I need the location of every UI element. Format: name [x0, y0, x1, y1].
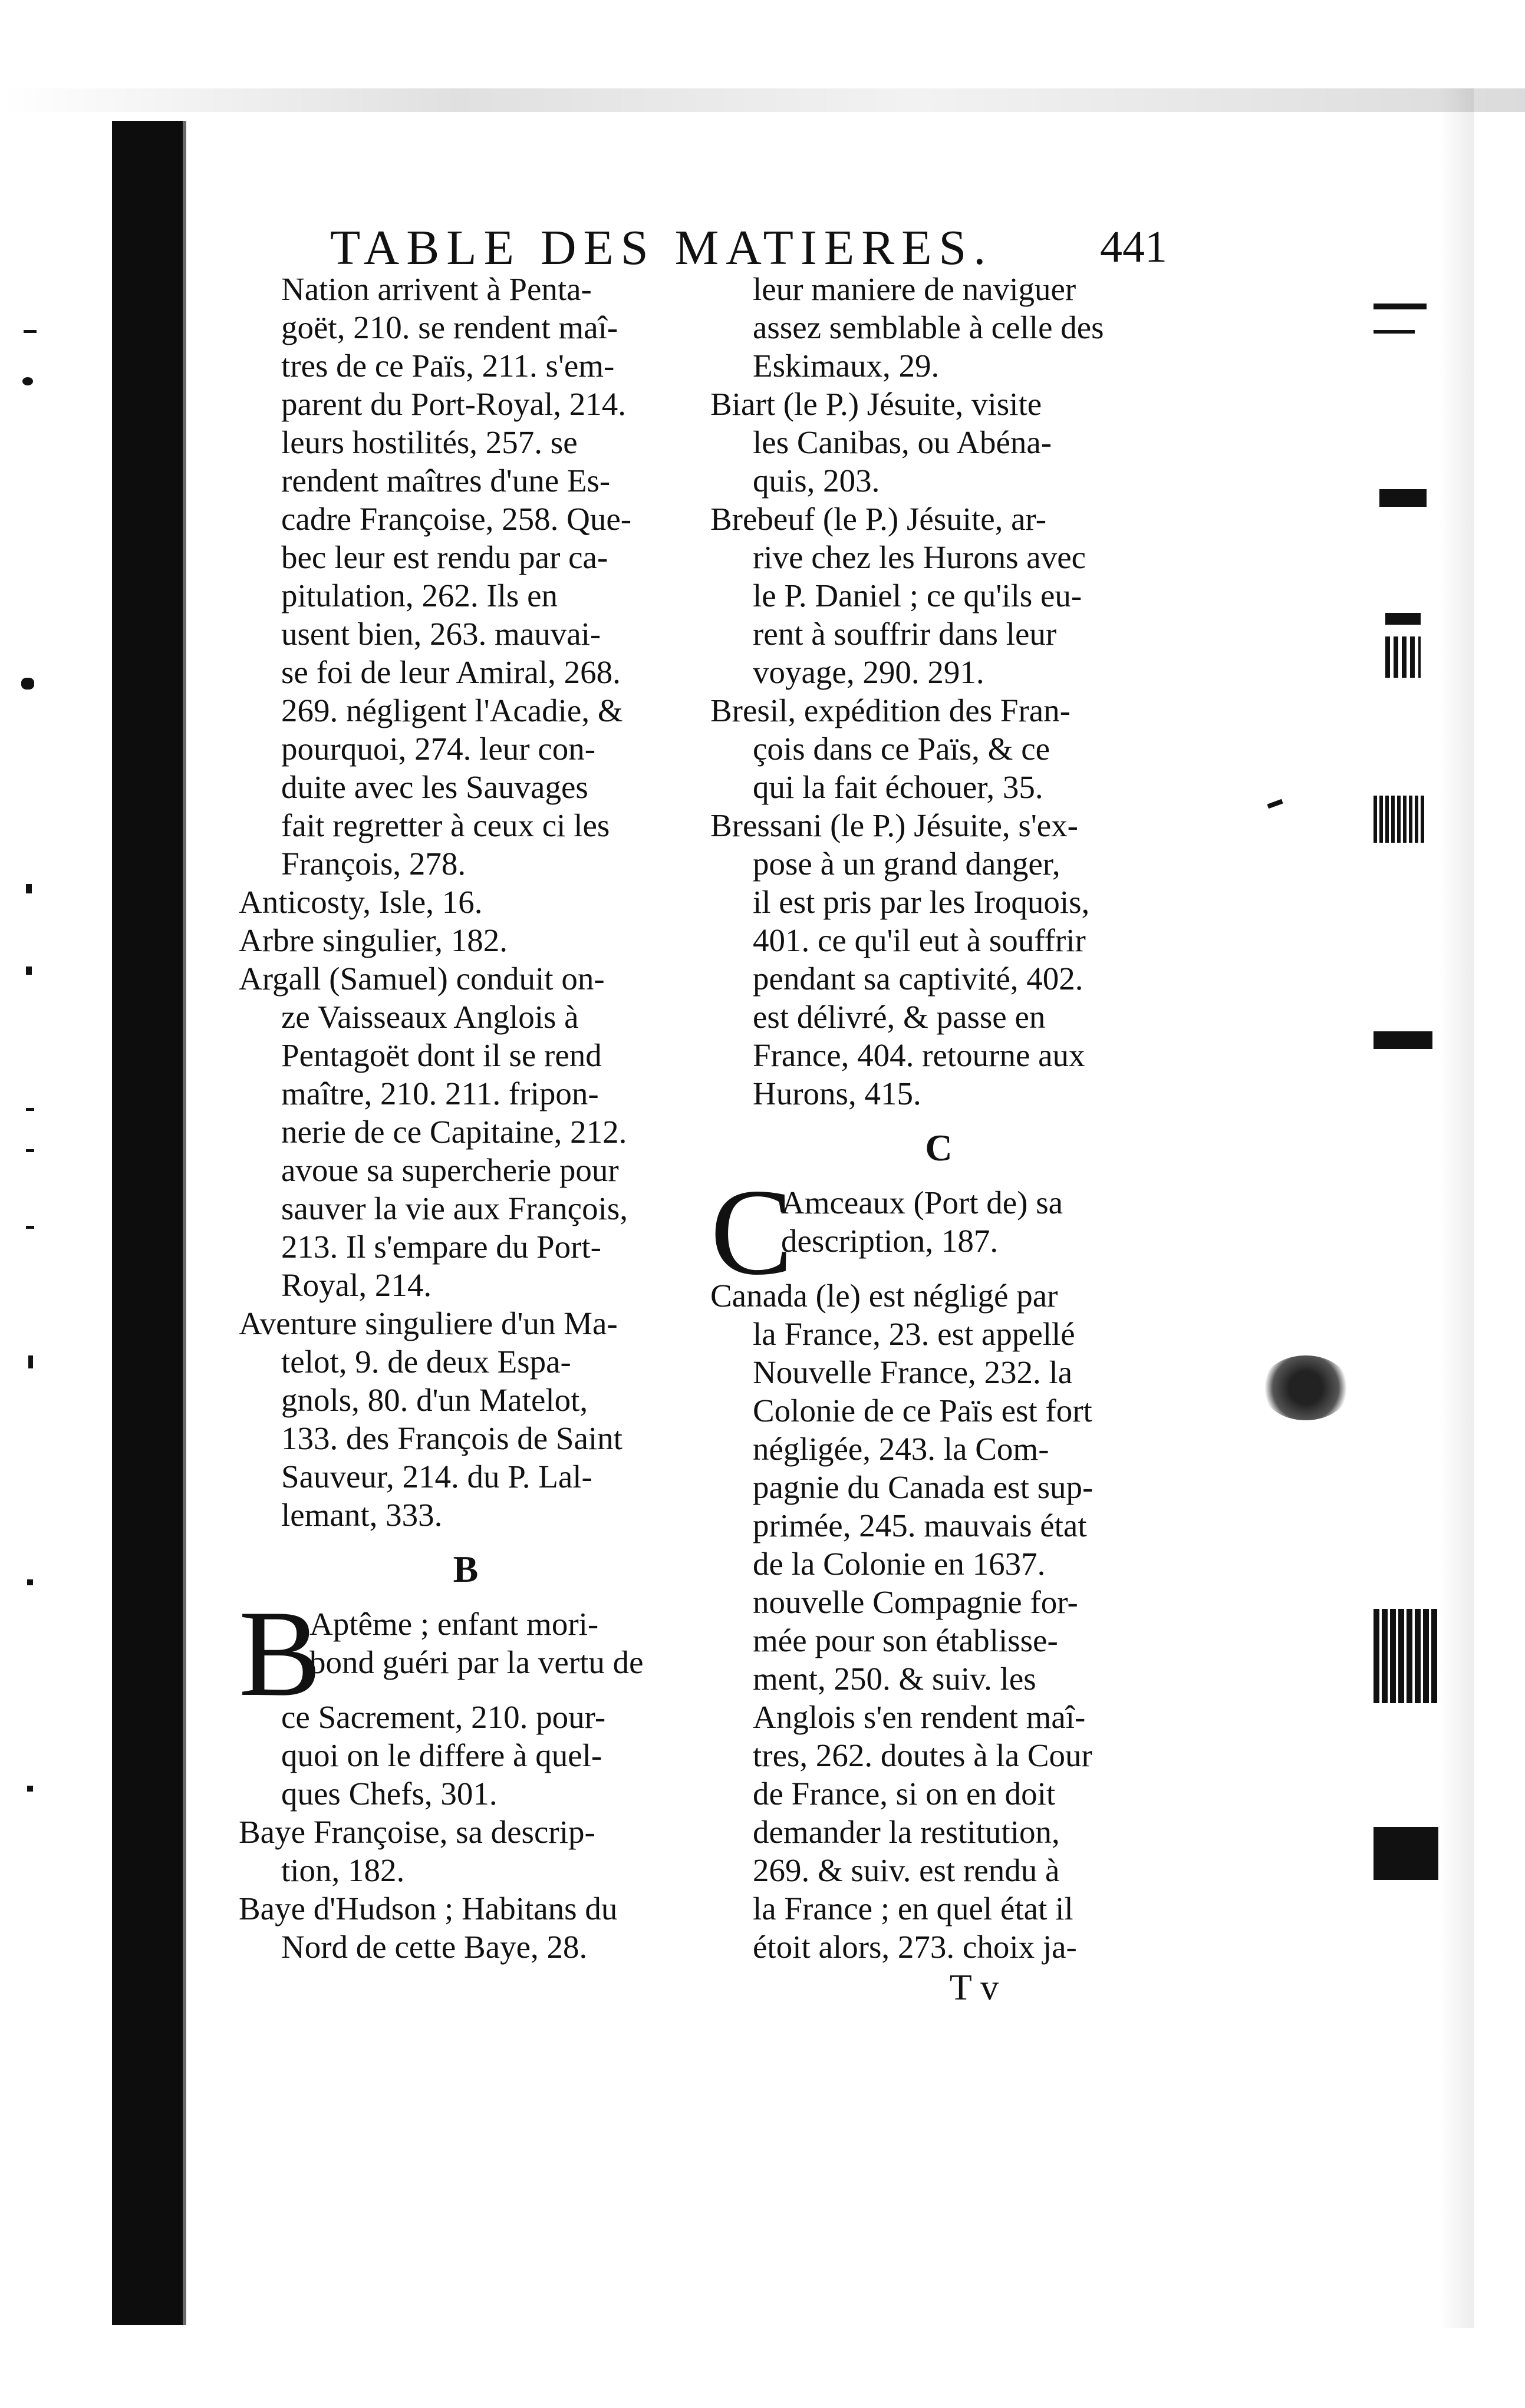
index-line: Anglois s'en rendent maî- [753, 1699, 1086, 1735]
index-line: nerie de ce Capitaine, 212. [281, 1114, 627, 1150]
index-line: Baye Françoise, sa descrip- [239, 1814, 595, 1850]
index-line: sauver la vie aux François, [281, 1190, 628, 1226]
index-line: les Canibas, ou Abéna- [753, 424, 1052, 460]
index-line: Eskimaux, 29. [753, 348, 940, 384]
index-line: voyage, 290. 291. [753, 654, 984, 690]
index-line: parent du Port-Royal, 214. [281, 386, 627, 422]
ink-blot [1261, 1355, 1350, 1420]
index-line: Brebeuf (le P.) Jésuite, ar- [710, 501, 1047, 537]
dropcap-block-b [239, 1605, 693, 1698]
index-line: leurs hostilités, 257. se [281, 424, 578, 460]
index-line: bond guéri par la vertu de [309, 1644, 644, 1680]
index-line: cadre Françoise, 258. Que- [281, 501, 632, 537]
page-right-edge [1438, 88, 1474, 2328]
index-line: 213. Il s'empare du Port- [281, 1229, 601, 1265]
index-line: ques Chefs, 301. [281, 1776, 498, 1812]
index-line: Nord de cette Baye, 28. [281, 1929, 588, 1965]
index-line: Colonie de ce Païs est fort [753, 1393, 1092, 1429]
index-line: Bresil, expédition des Fran- [710, 692, 1071, 728]
dropcap-b: B [239, 1605, 322, 1698]
page-number: 441 [1100, 222, 1167, 272]
index-entries-a [239, 270, 693, 1534]
index-line: France, 404. retourne aux [753, 1037, 1085, 1073]
index-line: leur maniere de naviguer [753, 271, 1076, 307]
index-line: pendant sa captivité, 402. [753, 961, 1083, 997]
section-heading-c: C [925, 1127, 953, 1169]
index-line: de la Colonie en 1637. [753, 1546, 1046, 1582]
index-line: usent bien, 263. mauvai- [281, 616, 601, 652]
index-line: avoue sa supercherie pour [281, 1152, 619, 1188]
index-line: la France, 23. est appellé [753, 1316, 1075, 1352]
page-top-shadow [0, 88, 1525, 112]
index-line: se foi de leur Amiral, 268. [281, 654, 621, 690]
index-line: rive chez les Hurons avec [753, 539, 1086, 575]
index-line: 401. ce qu'il eut à souffrir [753, 922, 1086, 958]
index-line: de France, si on en doit [753, 1776, 1056, 1812]
index-line: Nation arrivent à Penta- [281, 271, 592, 307]
index-line: Bressani (le P.) Jésuite, s'ex- [710, 807, 1078, 843]
index-line: il est pris par les Iroquois, [753, 884, 1090, 920]
index-line: pitulation, 262. Ils en [281, 578, 558, 613]
index-line: Baye d'Hudson ; Habitans du [239, 1891, 618, 1927]
index-line: quoi on le differe à quel- [281, 1737, 602, 1773]
index-line: bec leur est rendu par ca- [281, 539, 608, 575]
left-column [239, 270, 693, 1966]
index-line: la France ; en quel état il [753, 1891, 1073, 1927]
index-line: Biart (le P.) Jésuite, visite [710, 386, 1042, 422]
index-line: pourquoi, 274. leur con- [281, 731, 596, 767]
index-line: mée pour son établisse- [753, 1622, 1058, 1658]
index-line: Sauveur, 214. du P. Lal- [281, 1459, 592, 1495]
index-line: fait regretter à ceux ci les [281, 807, 610, 843]
index-line: demander la restitution, [753, 1814, 1060, 1850]
index-line: François, 278. [281, 846, 466, 882]
index-line: pagnie du Canada est sup- [753, 1469, 1093, 1505]
index-line: Argall (Samuel) conduit on- [239, 961, 605, 997]
index-line: rendent maîtres d'une Es- [281, 463, 611, 499]
index-line: ce Sacrement, 210. pour- [281, 1699, 606, 1735]
index-line: assez semblable à celle des [753, 309, 1104, 345]
index-line: tres de ce Païs, 211. s'em- [281, 348, 615, 384]
index-line: qui la fait échouer, 35. [753, 769, 1043, 805]
index-line: Aptême ; enfant mori- [309, 1606, 599, 1642]
index-line: étoit alors, 273. choix ja- [753, 1929, 1077, 1965]
index-entries-b [239, 1698, 693, 1966]
index-line: Royal, 214. [281, 1267, 432, 1303]
section-heading-b: B [453, 1548, 479, 1590]
index-line: telot, 9. de deux Espa- [281, 1344, 571, 1380]
dropcap-block-c [710, 1183, 1167, 1276]
index-line: 269. négligent l'Acadie, & [281, 692, 623, 728]
index-line: çois dans ce Païs, & ce [753, 731, 1050, 767]
index-line: est délivré, & passe en [753, 999, 1046, 1035]
index-line: Canada (le) est négligé par [710, 1278, 1058, 1314]
index-line: maître, 210. 211. fripon- [281, 1076, 599, 1111]
dropcap-c: C [710, 1183, 793, 1276]
index-line: nouvelle Compagnie for- [753, 1584, 1078, 1620]
index-line: tion, 182. [281, 1852, 405, 1888]
index-line: description, 187. [781, 1223, 999, 1259]
index-line: le P. Daniel ; ce qu'ils eu- [753, 578, 1082, 613]
index-line: Arbre singulier, 182. [239, 922, 508, 958]
binding-shadow [112, 121, 183, 2325]
index-line: pose à un grand danger, [753, 846, 1060, 882]
binding-edge [183, 121, 186, 2325]
right-column [710, 270, 1167, 2010]
index-line: gnols, 80. d'un Matelot, [281, 1382, 588, 1418]
index-line: négligée, 243. la Com- [753, 1431, 1049, 1467]
index-line: Anticosty, Isle, 16. [239, 884, 483, 920]
index-line: Hurons, 415. [753, 1076, 921, 1111]
index-line: 133. des François de Saint [281, 1420, 622, 1456]
index-line: Pentagoët dont il se rend [281, 1037, 602, 1073]
index-entries-b-cont [710, 270, 1167, 1113]
index-line: ze Vaisseaux Anglois à [281, 999, 579, 1035]
index-line: quis, 203. [753, 463, 880, 499]
running-title: TABLE DES MATIERES. [330, 220, 993, 275]
index-entries-c [710, 1276, 1167, 1966]
index-line: Aventure singuliere d'un Ma- [239, 1305, 618, 1341]
index-line: tres, 262. doutes à la Cour [753, 1737, 1092, 1773]
index-line: rent à souffrir dans leur [753, 616, 1057, 652]
index-line: goët, 210. se rendent maî- [281, 309, 618, 345]
index-line: Amceaux (Port de) sa [781, 1185, 1063, 1221]
index-line: ment, 250. & suiv. les [753, 1661, 1036, 1697]
index-line: lemant, 333. [281, 1497, 443, 1533]
index-line: Nouvelle France, 232. la [753, 1354, 1073, 1390]
index-line: 269. & suiv. est rendu à [753, 1852, 1060, 1888]
index-line: primée, 245. mauvais état [753, 1508, 1087, 1543]
index-line: duite avec les Sauvages [281, 769, 588, 805]
signature-mark: T v [949, 1968, 999, 2008]
